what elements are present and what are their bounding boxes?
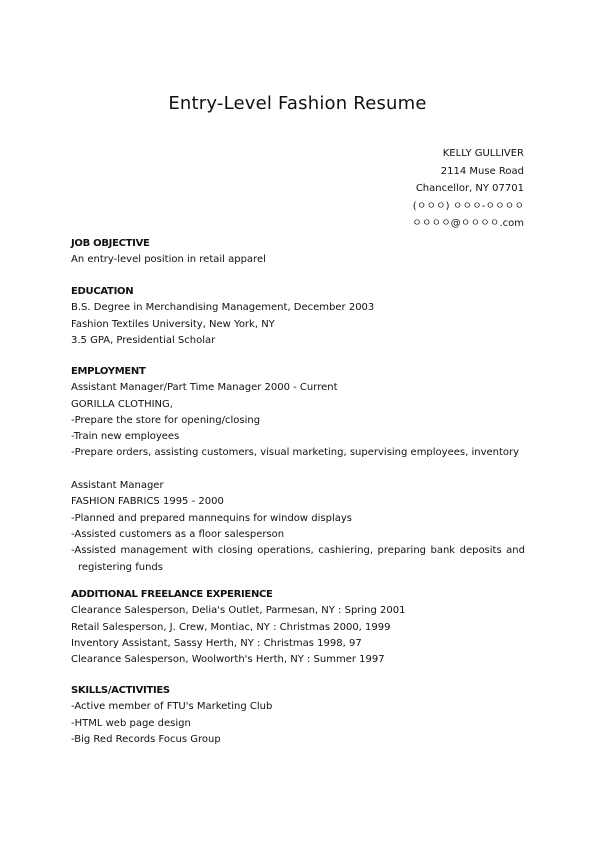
page-title: Entry-Level Fashion Resume [168, 93, 427, 114]
education-gpa: 3.5 GPA, Presidential Scholar [71, 334, 216, 346]
skills-item: -Big Red Records Focus Group [71, 733, 221, 745]
contact-phone: (ㅇㅇㅇ) ㅇㅇㅇ-ㅇㅇㅇㅇ [412, 200, 524, 212]
education-section [71, 284, 525, 349]
job1-title: Assistant Manager/Part Time Manager 2000 - Current [71, 382, 338, 394]
education-degree: B.S. Degree in Merchandising Management, December 2003 [71, 302, 375, 314]
objective-text: An entry-level position in retail apparel [71, 254, 266, 266]
job2-duty: -Planned and prepared mannequins for window displays [71, 512, 352, 524]
employment-section [71, 364, 525, 576]
freelance-item: Clearance Salesperson, Delia's Outlet, Parmesan, NY : Spring 2001 [71, 605, 406, 617]
job1-company: GORILLA CLOTHING, [71, 398, 173, 410]
freelance-item: Inventory Assistant, Sassy Herth, NY : Christmas 1998, 97 [71, 637, 362, 649]
freelance-item: Retail Salesperson, J. Crew, Montiac, NY : Christmas 2000, 1999 [71, 621, 391, 633]
freelance-item: Clearance Salesperson, Woolworth's Herth, NY : Summer 1997 [71, 654, 385, 666]
skills-item: -Active member of FTU's Marketing Club [71, 701, 273, 713]
objective-heading: JOB OBJECTIVE [71, 238, 150, 249]
education-heading: EDUCATION [71, 286, 134, 297]
education-school: Fashion Textiles University, New York, NY [71, 318, 275, 330]
contact-street: 2114 Muse Road [440, 165, 524, 177]
contact-email: ㅇㅇㅇㅇ@ㅇㅇㅇㅇ.com [412, 218, 524, 229]
job2-title: Assistant Manager [71, 480, 164, 492]
job2-duty-continued: registering funds [78, 561, 163, 573]
freelance-section [71, 587, 525, 668]
contact-block [412, 145, 524, 233]
employment-heading: EMPLOYMENT [71, 366, 146, 377]
job1-duty: -Prepare orders, assisting customers, visual marketing, supervising employees, inventory [71, 447, 520, 459]
job1-duty: -Train new employees [71, 431, 180, 443]
skills-heading: SKILLS/ACTIVITIES [71, 685, 170, 696]
freelance-heading: ADDITIONAL FREELANCE EXPERIENCE [71, 589, 273, 600]
job2-duty: -Assisted management with closing operations, cashiering, preparing bank deposits and [71, 545, 525, 557]
objective-section [71, 236, 525, 269]
job2-company: FASHION FABRICS 1995 - 2000 [71, 496, 224, 508]
skills-section [71, 683, 525, 748]
job2-duty: -Assisted customers as a floor salesperson [71, 528, 285, 540]
contact-name: KELLY GULLIVER [442, 148, 524, 159]
contact-city: Chancellor, NY 07701 [415, 183, 524, 194]
job1-duty: -Prepare the store for opening/closing [71, 414, 261, 426]
skills-item: -HTML web page design [71, 717, 191, 729]
spacer [71, 462, 525, 478]
